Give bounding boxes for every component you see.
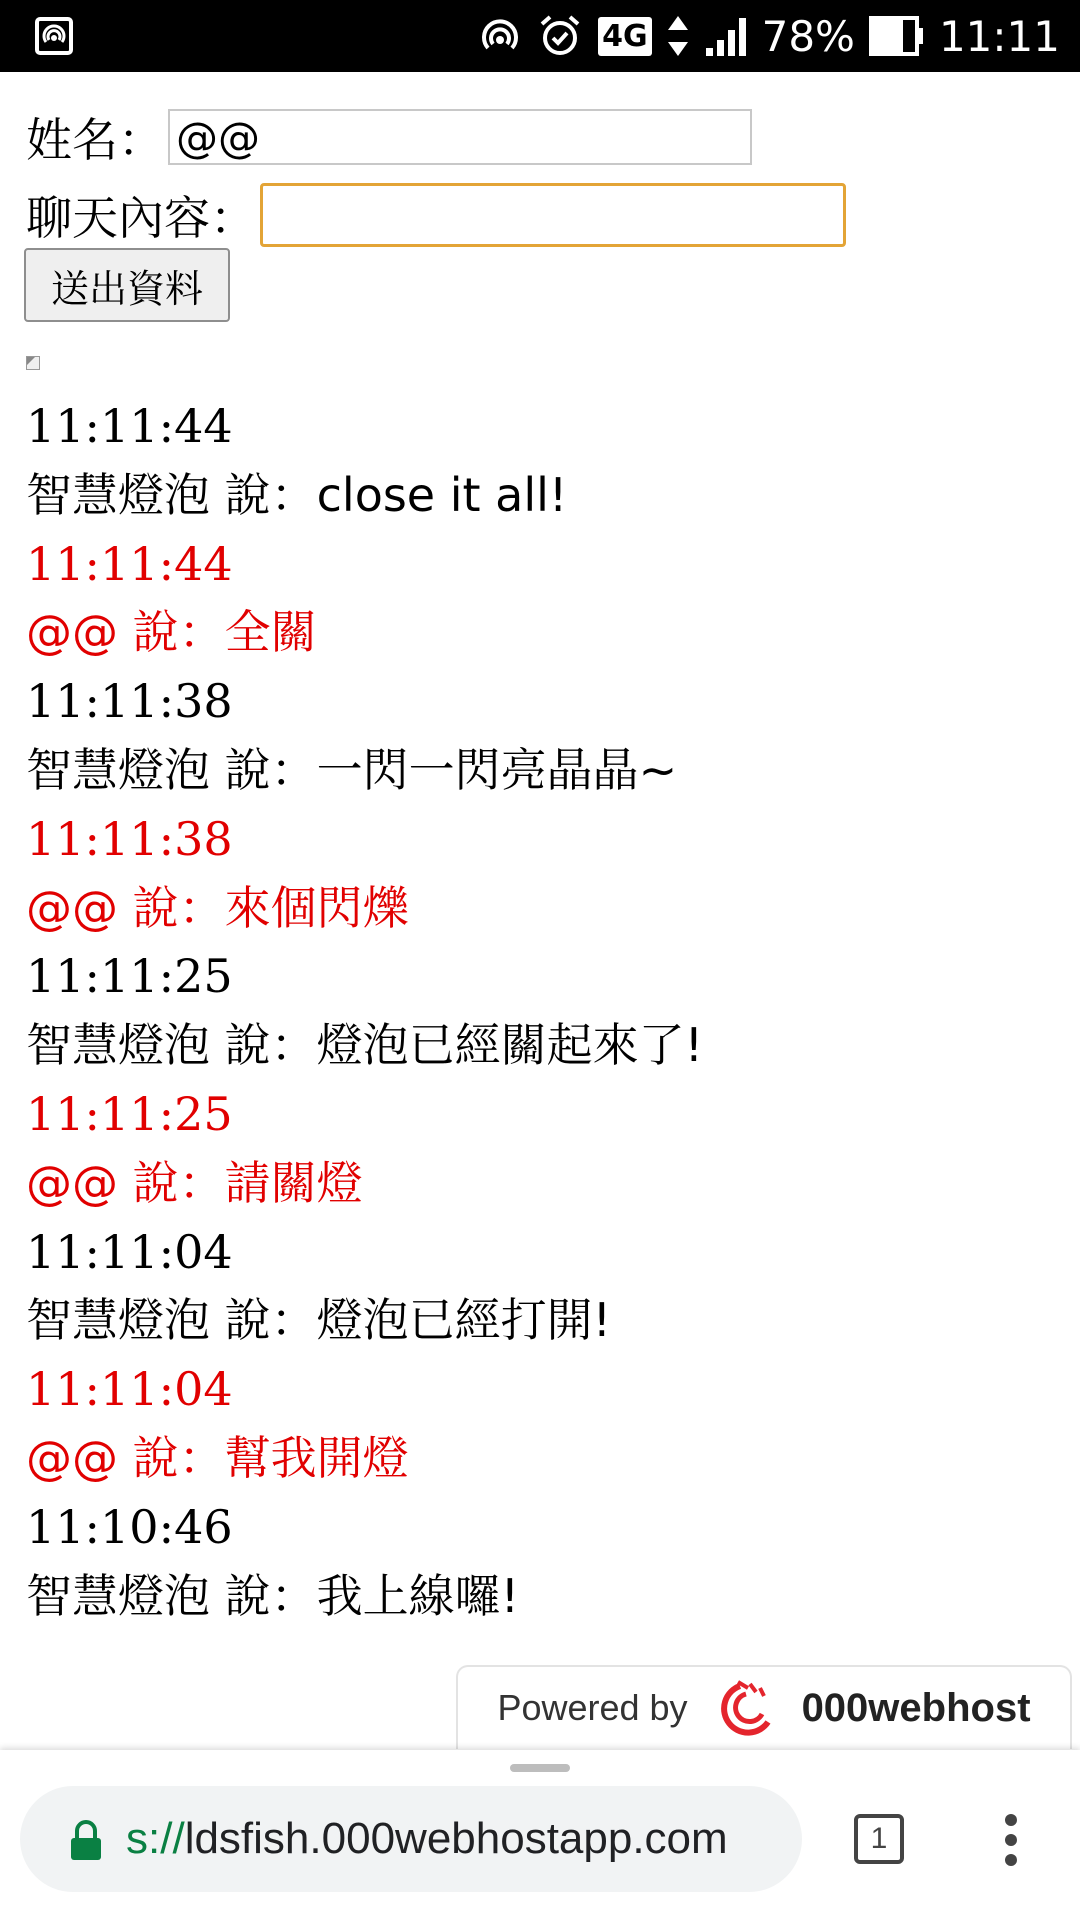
drag-handle[interactable] (510, 1764, 570, 1772)
message-text: @@ 說：幫我開燈 (26, 1430, 409, 1485)
status-bar (0, 0, 1080, 72)
chat-label: 聊天內容： (26, 191, 256, 245)
url-scheme: s:// (126, 1814, 185, 1863)
webhost-logo-icon (710, 1678, 780, 1738)
message-time: 11:10:46 (26, 1499, 233, 1554)
hotspot-icon (34, 16, 74, 56)
message-text: 智慧燈泡 說：我上線囉! (26, 1568, 520, 1623)
message-time: 11:11:44 (26, 399, 233, 453)
broken-image-icon (26, 356, 40, 370)
browser-bottom-bar (0, 1750, 1080, 1920)
url-text (126, 1786, 728, 1892)
message-time: 11:11:04 (26, 1224, 233, 1279)
message-time: 11:11:38 (26, 674, 233, 729)
battery-icon (869, 14, 925, 58)
message-time: 11:11:38 (26, 811, 233, 866)
wifi-icon (478, 14, 522, 58)
message-text: 智慧燈泡 說：燈泡已經打開! (26, 1293, 612, 1348)
message-text: 智慧燈泡 說：燈泡已經關起來了! (26, 1018, 704, 1073)
message-text: @@ 說：全關 (26, 605, 317, 660)
message-list (26, 392, 1066, 1630)
message-text: 智慧燈泡 說：一閃一閃亮晶晶~ (26, 742, 678, 797)
name-row (26, 104, 752, 170)
submit-button[interactable]: 送出資料 (24, 248, 230, 322)
brand-name: 000webhost (801, 1685, 1031, 1730)
message-time: 11:11:25 (26, 1086, 233, 1141)
chat-row (26, 182, 846, 248)
message-text: @@ 說：來個閃爍 (26, 880, 409, 935)
message-text: 智慧燈泡 說：close it all! (26, 467, 568, 522)
name-input[interactable] (168, 109, 752, 165)
tab-switcher-button[interactable]: 1 (854, 1814, 904, 1864)
status-time: 11:11 (938, 11, 1060, 61)
message-text: @@ 說：請關燈 (26, 1155, 363, 1210)
more-menu-icon[interactable] (998, 1810, 1024, 1870)
name-label: 姓名： (26, 113, 164, 167)
message-time: 11:11:04 (26, 1362, 233, 1417)
address-bar[interactable] (20, 1786, 802, 1892)
message-time: 11:11:44 (26, 536, 233, 591)
signal-icon (704, 14, 748, 58)
chat-input[interactable] (260, 183, 846, 247)
data-arrows-icon (666, 12, 690, 60)
battery-percent: 78% (761, 11, 855, 61)
powered-by-badge[interactable] (456, 1665, 1072, 1749)
lock-icon (68, 1818, 104, 1862)
powered-by-text: Powered by (497, 1687, 688, 1728)
message-time: 11:11:25 (26, 949, 233, 1004)
alarm-icon (536, 12, 584, 60)
network-type-badge: 4G (598, 17, 652, 56)
url-host: ldsfish.000webhostapp.com (184, 1814, 728, 1863)
